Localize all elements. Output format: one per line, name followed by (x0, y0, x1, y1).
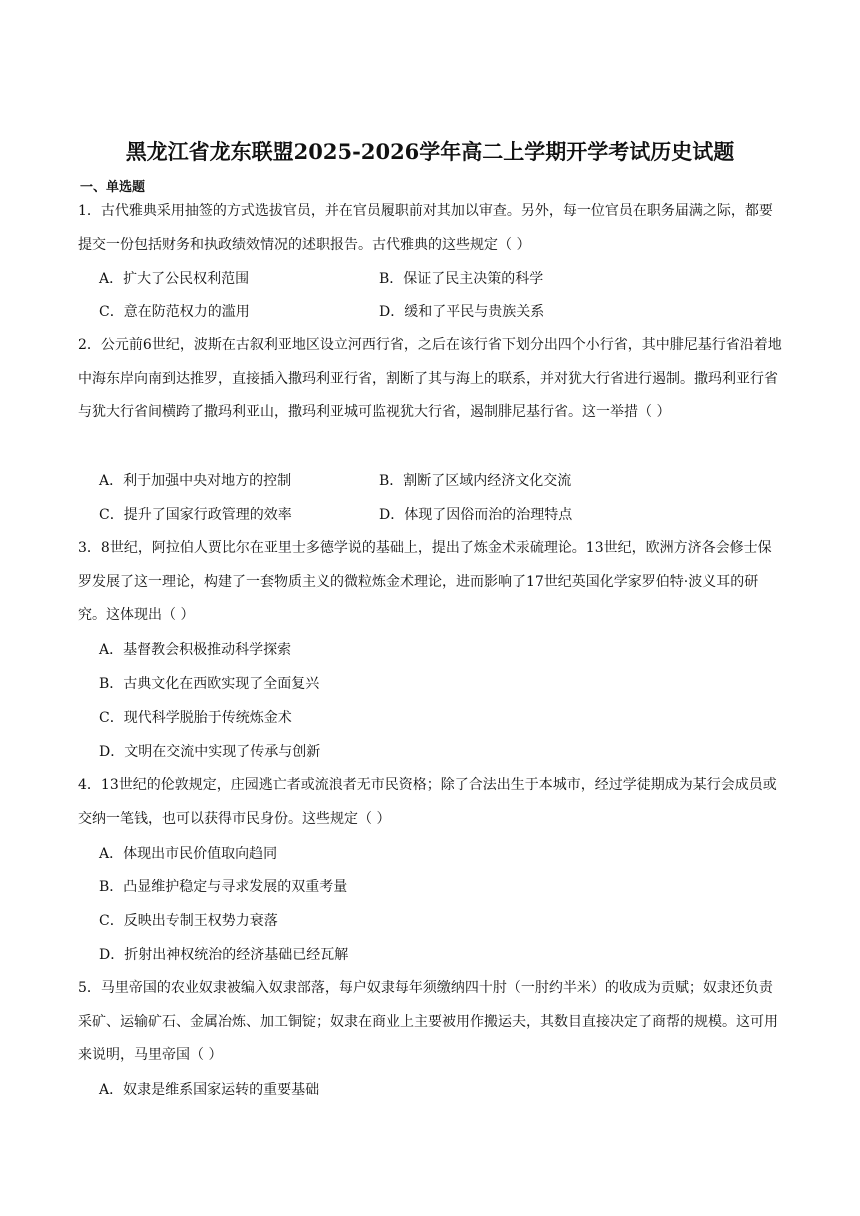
page-title: 黑龙江省龙东联盟2025-2026学年高二上学期开学考试历史试题 (125, 139, 735, 164)
question-2-stem: 2．公元前6世纪，波斯在古叙利亚地区设立河西行省，之后在该行省下划分出四个小行省，其中腓尼基行省沿着地中海东岸向南到达推罗，直接插入撒玛利亚行省，割断了其与海上的联系，并对犹大行省进行遏制。撒玛利亚行省与犹大行省间横跨了撒玛利亚山，撒玛利亚城可监视犹大行省，遏制腓尼基行省。这一举措（ ） (78, 337, 782, 420)
question-3-option-b[interactable]: B．古典文化在西欧实现了全面复兴 (99, 676, 320, 692)
question-2-option-d[interactable]: D．体现了因俗而治的治理特点 (379, 507, 573, 523)
question-4-stem: 4．13世纪的伦敦规定，庄园逃亡者或流浪者无市民资格；除了合法出生于本城市，经过学徒期成为某行会成员或交纳一笔钱，也可以获得市民身份。这些规定（ ） (78, 777, 777, 827)
question-4-option-b[interactable]: B．凸显维护稳定与寻求发展的双重考量 (99, 879, 348, 895)
question-1-option-a[interactable]: A．扩大了公民权利范围 (99, 271, 250, 287)
question-3-option-c[interactable]: C．现代科学脱胎于传统炼金术 (99, 710, 292, 726)
question-4-option-c[interactable]: C．反映出专制王权势力衰落 (99, 913, 278, 929)
question-3-option-a[interactable]: A．基督教会积极推动科学探索 (99, 642, 292, 658)
question-5-stem: 5．马里帝国的农业奴隶被编入奴隶部落，每户奴隶每年须缴纳四十肘（一肘约半米）的收成为贡赋；奴隶还负责采矿、运输矿石、金属冶炼、加工铜锭；奴隶在商业上主要被用作搬运夫，其数目直接决定了商帮的规模。这可用来说明，马里帝国（ ） (78, 980, 778, 1063)
question-4-option-d[interactable]: D．折射出神权统治的经济基础已经瓦解 (99, 947, 349, 963)
question-2-option-c[interactable]: C．提升了国家行政管理的效率 (99, 507, 292, 523)
question-3-option-d[interactable]: D．文明在交流中实现了传承与创新 (99, 744, 321, 760)
question-1-stem: 1．古代雅典采用抽签的方式选拔官员，并在官员履职前对其加以审查。另外，每一位官员在职务届满之际，都要提交一份包括财务和执政绩效情况的述职报告。古代雅典的这些规定（ ） (78, 203, 773, 253)
question-3-stem: 3．8世纪，阿拉伯人贾比尔在亚里士多德学说的基础上，提出了炼金术汞硫理论。13世纪，欧洲方济各会修士保罗发展了这一理论，构建了一套物质主义的微粒炼金术理论，进而影响了17世纪英国化学家罗伯特·波义耳的研究。这体现出（ ） (78, 540, 772, 623)
question-1-option-c[interactable]: C．意在防范权力的滥用 (99, 304, 250, 320)
question-1-option-b[interactable]: B．保证了民主决策的科学 (379, 271, 544, 287)
question-2-option-b[interactable]: B．割断了区域内经济文化交流 (379, 473, 572, 489)
question-2-option-a[interactable]: A．利于加强中央对地方的控制 (99, 473, 292, 489)
question-4-option-a[interactable]: A．体现出市民价值取向趋同 (99, 846, 278, 862)
question-1-option-d[interactable]: D．缓和了平民与贵族关系 (379, 304, 545, 320)
section-heading: 一、单选题 (80, 180, 146, 195)
question-5-option-a[interactable]: A．奴隶是维系国家运转的重要基础 (99, 1082, 320, 1098)
